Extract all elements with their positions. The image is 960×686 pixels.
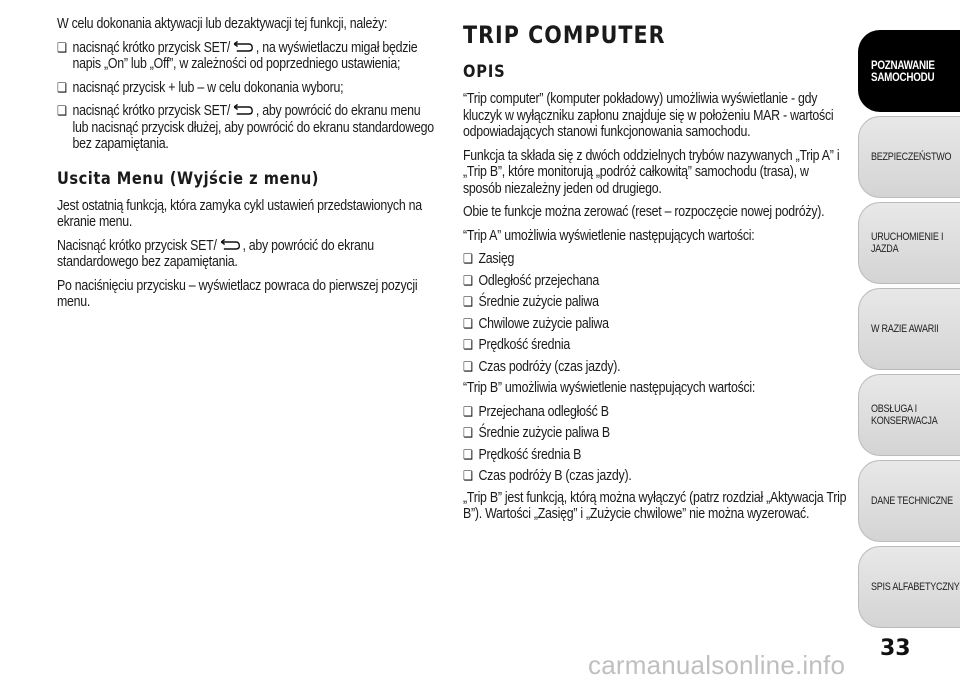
tab-obsluga-i-konserwacja[interactable] [858, 374, 960, 456]
list-item: ❏ nacisnąć przycisk + lub – w celu dokonania wyboru; [57, 80, 435, 97]
paragraph: “Trip B” umożliwia wyświetlenie następujących wartości: [463, 380, 756, 396]
section-heading: OPIS [463, 62, 506, 82]
tab-label: W RAZIE AWARII [871, 323, 939, 335]
paragraph: Obie te funkcje można zerować (reset – rozpoczęcie nowej podróży). [463, 204, 825, 220]
paragraph-text: Nacisnąć krótko przycisk SET/ [57, 237, 217, 254]
tab-w-razie-awarii[interactable] [858, 288, 960, 370]
tab-label: URUCHOMIENIE I JAZDA [871, 231, 944, 255]
tab-label: DANE TECHNICZNE [871, 495, 953, 507]
tab-label: BEZPIECZEŃSTWO [871, 151, 952, 163]
list-item: ❏ Odległość przejechana [463, 273, 848, 290]
paragraph-text: , aby powrócić do ekranu standardowego bez zapamiętania. [57, 237, 374, 270]
list-item [57, 40, 435, 73]
list-item: ❏ Prędkość średnia B [463, 447, 848, 464]
paragraph: Jest ostatnią funkcją, która zamyka cykl ustawień przedstawionych na ekranie menu. [57, 197, 422, 230]
tab-label: POZNAWANIE SAMOCHODU [871, 58, 935, 84]
paragraph: „Trip B” jest funkcją, którą można wyłączyć (patrz rozdział „Aktywacja Trip B”). Wartości „Zasięg” i „Zużycie chwilowe” nie można wyzerować. [463, 489, 847, 522]
list-item: ❏ Średnie zużycie paliwa [463, 294, 848, 311]
return-arrow-icon [232, 104, 254, 116]
tab-dane-techniczne[interactable] [858, 460, 960, 542]
page-number: 33 [880, 636, 911, 661]
bullet-text: , aby powrócić do ekranu menu lub nacisnąć przycisk dłużej, aby powrócić do ekranu standardowego bez zapamiętania. [72, 103, 434, 152]
paragraph [57, 238, 435, 271]
bullet-text: nacisnąć krótko przycisk SET/ [72, 39, 231, 56]
intro-text: W celu dokonania aktywacji lub dezaktywacji tej funkcji, należy: [57, 16, 388, 32]
paragraph: Po naciśnięciu przycisku – wyświetlacz powraca do pierwszej pozycji menu. [57, 277, 418, 310]
tab-uruchomienie-i-jazda[interactable] [858, 202, 960, 284]
list-item: ❏ Czas podróży (czas jazdy). [463, 359, 848, 376]
paragraph: Funkcja ta składa się z dwóch oddzielnych trybów nazywanych „Trip A” i „Trip B”, które monitorują „podróż całkowitą” samochodu (trasa), w sposób niezależny jeden od drugiego. [463, 147, 840, 197]
tab-bezpieczenstwo[interactable] [858, 116, 960, 198]
list-item [57, 103, 435, 153]
return-arrow-icon [218, 239, 240, 251]
return-arrow-icon [232, 41, 254, 53]
tab-poznawanie-samochodu[interactable] [858, 30, 960, 112]
bullet-text: nacisnąć krótko przycisk SET/ [72, 103, 231, 119]
left-column [57, 16, 435, 318]
watermark: carmanualsonline.info [588, 650, 846, 680]
list-item: ❏ Przejechana odległość B [463, 404, 848, 421]
section-heading: Uscita Menu (Wyjście z menu) [57, 168, 320, 189]
list-item: ❏ Prędkość średnia [463, 337, 848, 354]
page-title: TRIP COMPUTER [463, 21, 666, 49]
paragraph: “Trip A” umożliwia wyświetlenie następujących wartości: [463, 227, 755, 244]
chapter-tabs [858, 30, 960, 632]
list-item: ❏ Chwilowe zużycie paliwa [463, 316, 848, 333]
tab-label: OBSŁUGA I KONSERWACJA [871, 403, 938, 427]
bullet-text: , na wyświetlaczu migał będzie napis „On” lub „Off”, w zależności od poprzedniego ustawienia; [72, 39, 418, 72]
list-item: ❏ Średnie zużycie paliwa B [463, 425, 848, 442]
tab-spis-alfabetyczny[interactable] [858, 546, 960, 628]
tab-label: SPIS ALFABETYCZNY [871, 581, 960, 593]
list-item: ❏ Czas podróży B (czas jazdy). [463, 468, 848, 485]
list-item: ❏ Zasięg [463, 251, 848, 268]
right-column [463, 22, 848, 530]
paragraph: “Trip computer” (komputer pokładowy) umożliwia wyświetlanie - gdy kluczyk w wyłączniku zapłonu znajduje się w położeniu MAR - wartości odpowiadających stanowi funkcjonowania samochodu. [463, 91, 834, 140]
